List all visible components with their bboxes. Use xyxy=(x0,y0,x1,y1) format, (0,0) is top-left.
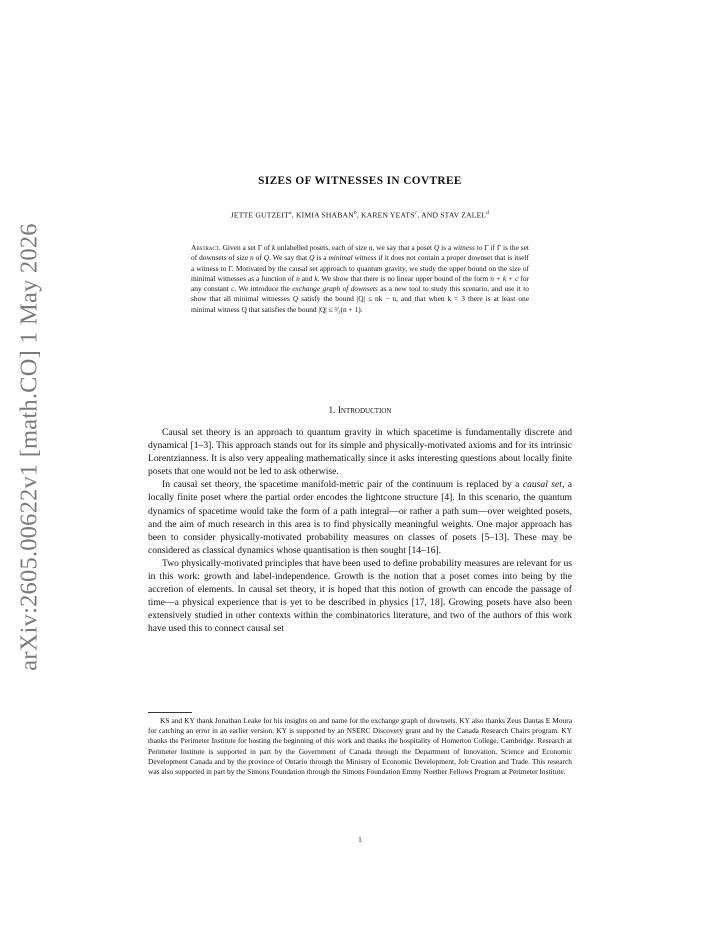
author-separator: , xyxy=(356,210,362,220)
author-affiliation-mark: b xyxy=(353,210,357,216)
abstract xyxy=(191,243,529,315)
author-affiliation-mark: d xyxy=(486,210,490,216)
text-run: is a xyxy=(439,243,454,252)
text-run: Causal set theory is an approach to quantum gravity in which spacetime is fundamentally discrete and dynamical [1–3]. This approach stands out for its simple and physically-motivated axioms and for its intrinsic Lorentzianness. It is also very appealing mathematically since it asks interesting questions about locally finite posets that one would not be led to ask otherwise. xyxy=(148,427,572,478)
emphasized-text: k xyxy=(271,243,276,252)
body-paragraph xyxy=(148,426,572,478)
author-affiliation-mark: a xyxy=(288,210,292,216)
emphasized-text: minimal witness xyxy=(328,253,377,263)
author-name: JETTE GUTZEIT xyxy=(230,210,289,220)
page-number: 1 xyxy=(358,835,362,844)
footnote-divider xyxy=(148,712,192,713)
emphasized-text: n + k + c xyxy=(490,273,519,283)
emphasized-text: Q xyxy=(263,253,270,263)
author-name: KAREN YEATS xyxy=(361,210,415,220)
section-title: Introduction xyxy=(337,406,392,416)
text-run: , we say that a poset xyxy=(372,243,434,252)
emphasized-text: c xyxy=(231,284,235,294)
emphasized-text: n xyxy=(296,273,300,283)
paper-title: SIZES OF WITNESSES IN COVTREE xyxy=(258,175,462,187)
author-separator: , xyxy=(291,210,296,220)
author-name: STAV ZALEL xyxy=(440,210,487,220)
text-run: In causal set theory, the spacetime manifold-metric pair of the continuum is replaced by a xyxy=(162,479,523,491)
text-run: as a new tool to study this scenario, and use it to show that all minimal witnesses xyxy=(191,284,529,304)
arxiv-identifier-stamp xyxy=(7,223,53,671)
abstract-body xyxy=(191,243,529,314)
author-name: KIMIA SHABAN xyxy=(295,210,354,220)
text-run: to Γ if Γ is the set of downsets of size xyxy=(191,243,529,263)
emphasized-text: k xyxy=(314,273,318,283)
body-paragraph xyxy=(148,557,572,636)
text-run: for any constant xyxy=(191,273,530,294)
author-list xyxy=(148,210,572,220)
body-paragraph xyxy=(148,478,572,557)
abstract-label: Abstract. xyxy=(191,243,221,252)
emphasized-text: witness xyxy=(453,243,475,252)
text-run: unlabelled posets, each of size xyxy=(275,243,369,252)
body-text xyxy=(148,426,572,636)
emphasized-text: exchange graph of downsets xyxy=(292,284,378,294)
text-run: Given a set Γ of xyxy=(220,243,272,252)
text-run: . We show that there is no linear upper bound of the form xyxy=(317,273,491,283)
text-run: of xyxy=(253,253,264,263)
footnote-text: KS and KY thank Jonathan Leake for his insights on and name for the exchange graph of downsets. KY also thanks Zeus Dantas E Moura for catching an error in an earlier version. KY is supported by an NSERC Discovery grant and by the Canada Research Chairs program. KY thanks the Perimeter Institute for hosting the beginning of this work and thanks the hospitality of Homerton College, Cambridge. Research at Perimeter Institute is supported in part by the Government of Canada through the Department of Innovation, Science and Economic Development Canada and by the province of Ontario through the Ministry of Economic Development, Job Creation and Trade. This research was also supported in part by the Simons Foundation through the Simons Foundation Emmy Noether Fellows Program at Perimeter Institute. xyxy=(148,716,572,777)
text-run: , a locally finite poset where the partial order encodes the lightcone structure [4]. In this scenario, the quantum dynamics of spacetime would take the form of a path integral—or rather a path sum—over weighted posets, and the aim of much research in this area is to find physically meaningful weights. One major approach has been to consider physically-motivated probability measures on classes of posets [5–13]. These may be considered as classical dynamics whose quantisation is then sought [14–16]. xyxy=(148,479,573,556)
emphasized-text: Q xyxy=(433,243,440,252)
text-run: satisfy the bound |Q| ≤ nk − n, and that when k = 3 there is at least one minimal witness Q that satisfies the bound |Q| ≤ ³⁄₂(n + 1). xyxy=(191,294,529,314)
text-run: if it does not contain a proper downset that is itself a witness to Γ. Motivated by the causal set approach to quantum gravity, we study the upper bound on the size of minimal witnesses as a function of xyxy=(191,253,529,283)
text-run: . We introduce the xyxy=(234,284,293,294)
emphasized-text: causal set xyxy=(522,479,562,491)
emphasized-text: Q xyxy=(292,294,299,304)
section-number: 1. xyxy=(328,406,336,416)
footnote xyxy=(148,716,572,777)
emphasized-text: Q xyxy=(309,253,315,263)
text-run: Two physically-motivated principles that have been used to define probability measures are relevant for us in this work: growth and label-independence. Growth is the notion that a poset comes into being by the accretion of elements. In causal set theory, it is hoped that this notion of growth can encode the passage of time—a physical experience that is yet to be described in physics [17, 18]. Growing posets have also been extensively studied in other contexts within the combinatorics literature, and two of the authors of this work have used this to connect causal set xyxy=(148,557,572,635)
text-run: and xyxy=(299,273,315,283)
text-run: is a xyxy=(314,253,329,263)
author-affiliation-mark: c xyxy=(414,210,418,216)
text-run: . We say that xyxy=(269,253,310,263)
section-heading xyxy=(148,406,572,416)
author-separator: , AND xyxy=(417,210,441,220)
emphasized-text: n xyxy=(250,253,254,263)
emphasized-text: n xyxy=(368,243,373,252)
arxiv-identifier-text: arXiv:2605.00622v1 [math.CO] 1 May 2026 xyxy=(16,223,44,671)
